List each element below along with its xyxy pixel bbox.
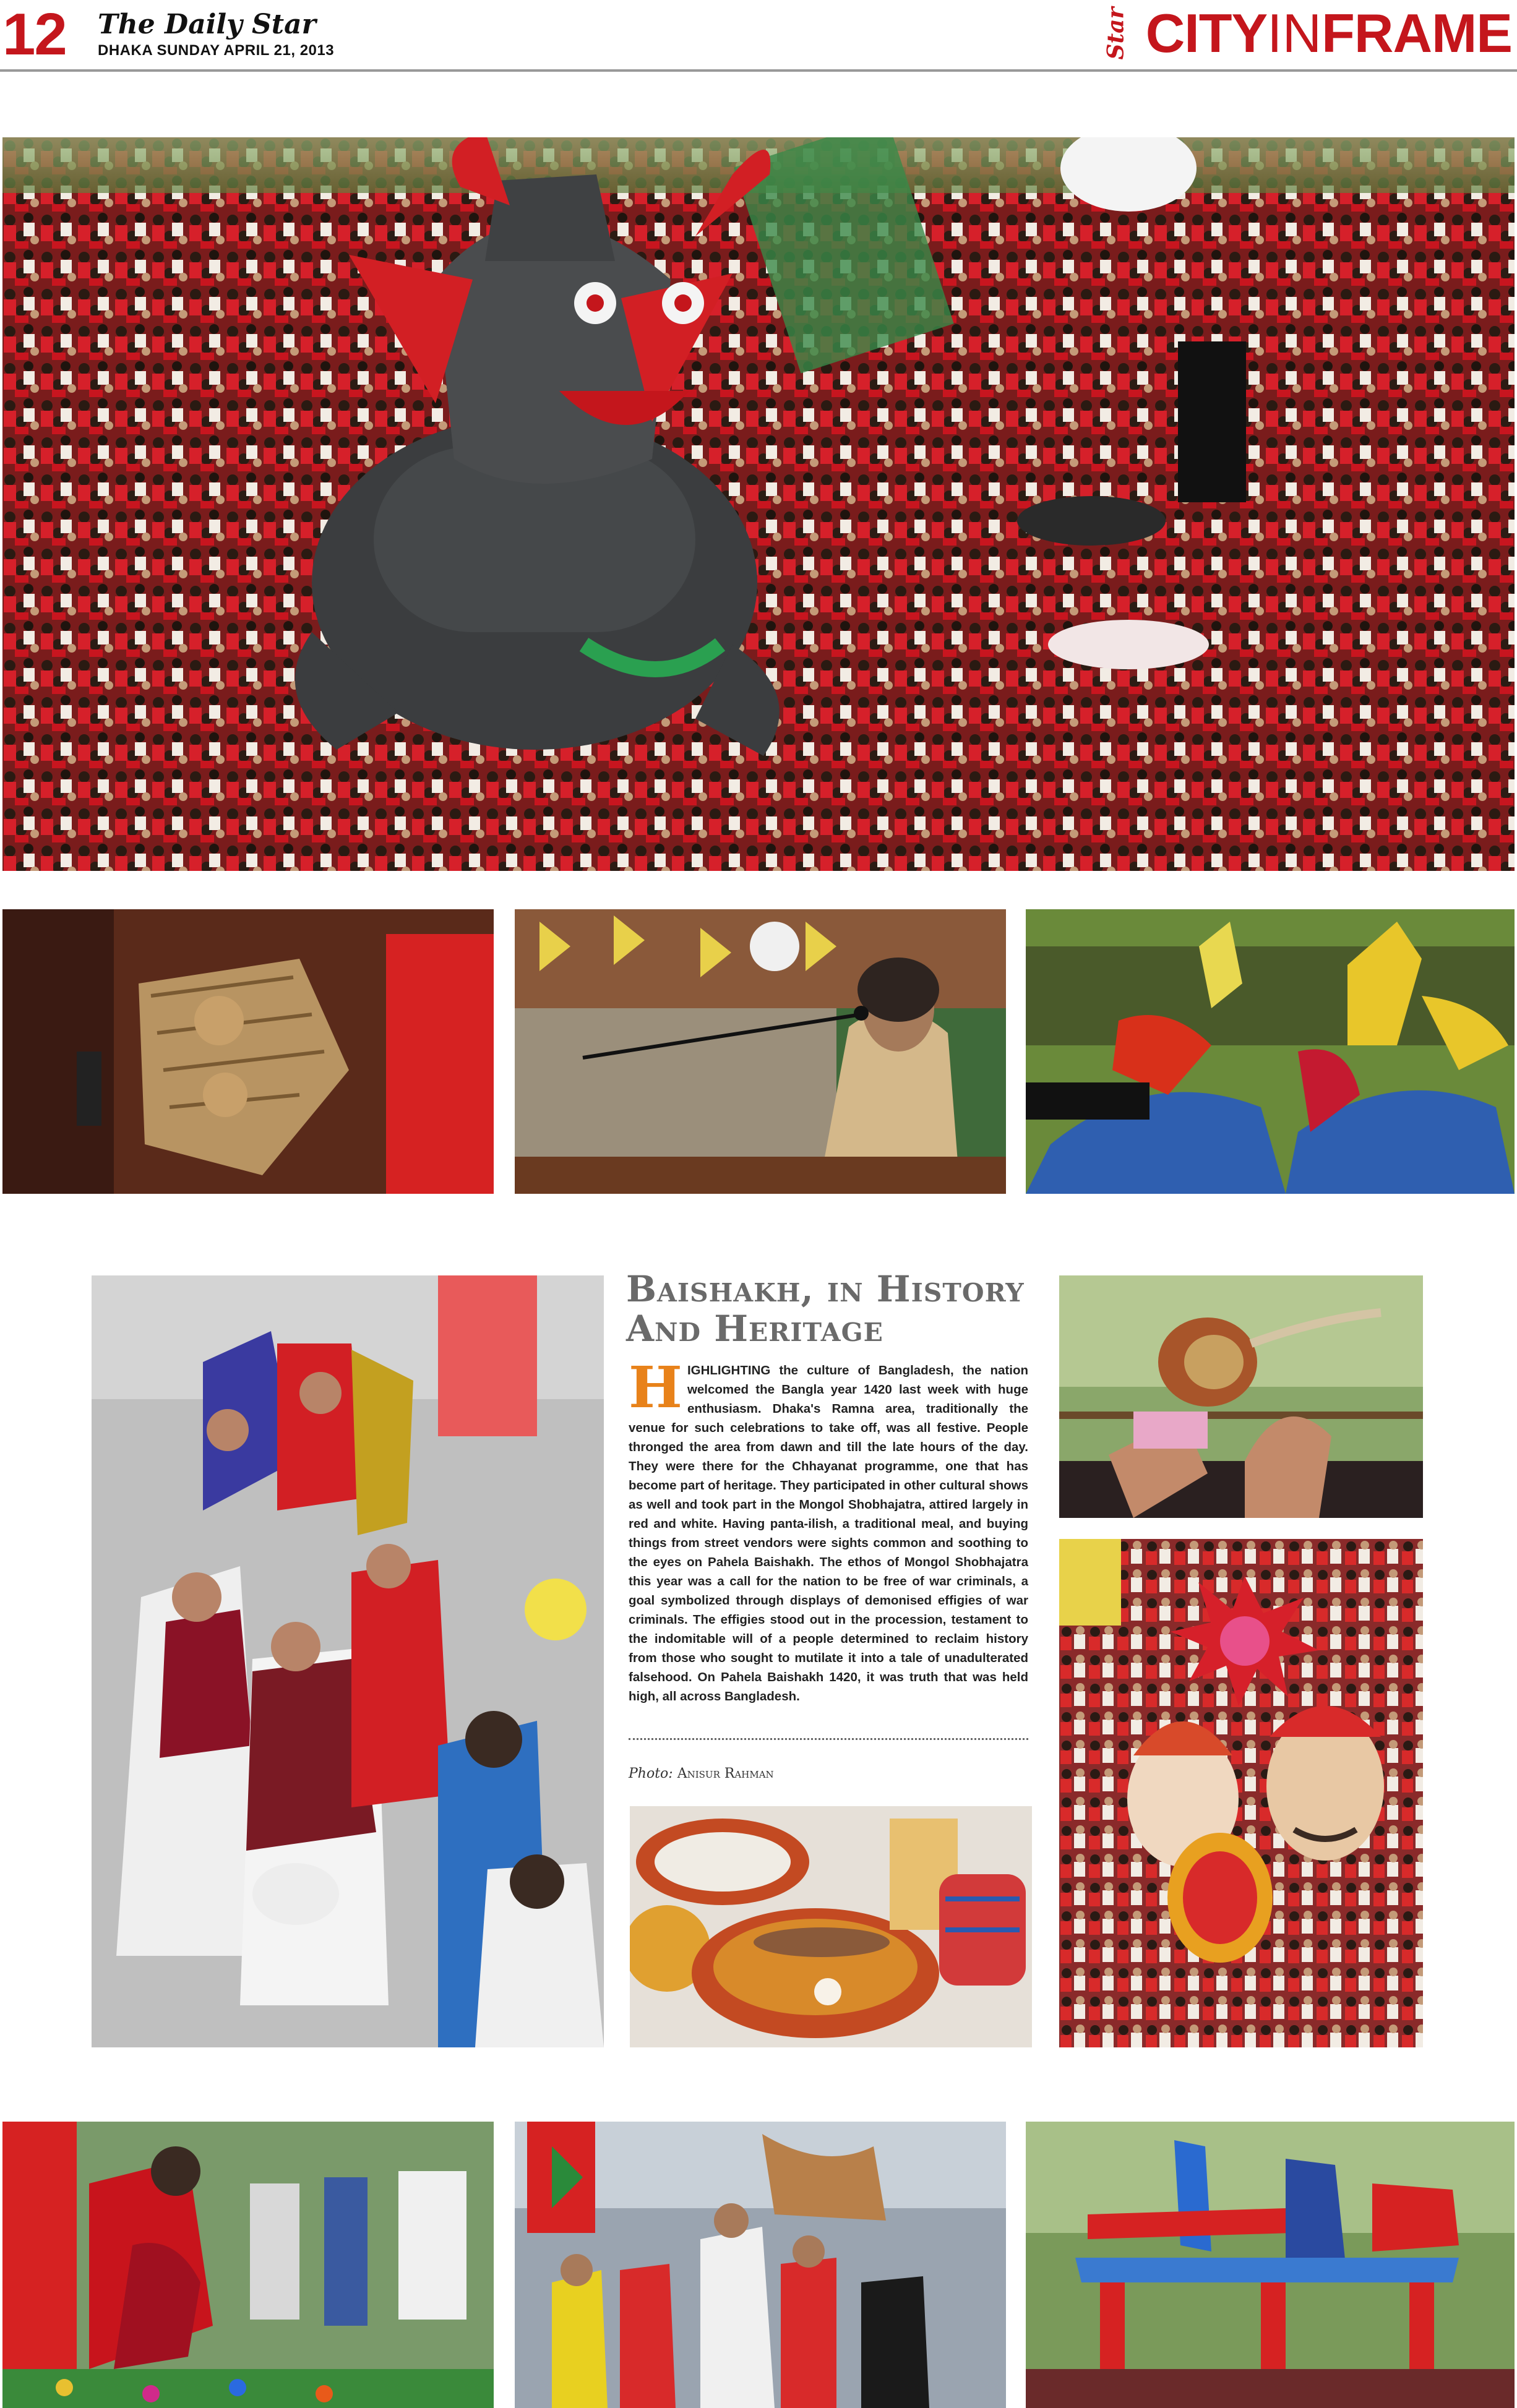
- headline-line-1: Baishakh, in History: [626, 1268, 1025, 1310]
- section-title-part3: FRAME: [1321, 2, 1512, 64]
- headline-line-2: And Heritage: [626, 1308, 883, 1350]
- photo-bamboo-crafts: [2, 909, 494, 1194]
- section-title-part2: IN: [1267, 2, 1322, 64]
- photo-women-flower-crowns: [92, 1275, 604, 2047]
- photo-credit: [629, 1766, 774, 1781]
- dateline: DHAKA SUNDAY APRIL 21, 2013: [98, 42, 335, 59]
- page-number: 12: [2, 1, 66, 67]
- photo-dhol-instrument: [1059, 1275, 1423, 1518]
- section-title: [1089, 2, 1512, 64]
- section-title-part1: CITY: [1145, 2, 1268, 64]
- article-body: [629, 1354, 1028, 1706]
- photo-credit-label: Photo:: [629, 1766, 673, 1781]
- dotted-divider: [629, 1738, 1028, 1740]
- section-badge: Star: [1102, 7, 1129, 60]
- header-rule: [0, 69, 1517, 72]
- drop-cap: H: [629, 1354, 682, 1421]
- photo-wooden-structure: [1026, 2122, 1515, 2408]
- article-headline: [626, 1269, 1034, 1348]
- photo-panta-ilish-meal: [630, 1806, 1032, 2047]
- photo-giant-masks: [1059, 1539, 1423, 2047]
- photo-bangle-vendors: [2, 2122, 494, 2408]
- masthead-logo: The Daily Star: [98, 9, 316, 40]
- article-body-text: IGHLIGHTING the culture of Bangladesh, the nation welcomed the Bangla year 1420 last week with huge enthusiasm. Dhaka's Ramna area, traditionally the venue for such celebrations to take off, was all festive. People thronged the area from dawn and till the late hours of the day. They were there for the Chhayanat programme, one that has become part of heritage. They participated in other cultural shows as well and took part in the Mongol Shobhajatra, attired largely in red and white. Having panta-ilish, a traditional meal, and buying things from street vendors were sights common and soothing to the eyes on Pahela Baishakh. The ethos of Mongol Shobhajatra this year was a call for the nation to be free of war criminals, a goal symbolized through displays of demonised effigies of war criminals. The effigies stood out in the procession, testament to the indomitable will of a people determined to reclaim history from those who sought to mutilate it into a tale of unadulterated falsehood. On Pahela Baishakh 1420, it was truth that was held high, all across Bangladesh.: [629, 1363, 1028, 1703]
- photo-folk-musicians: [515, 2122, 1006, 2408]
- photo-horse-effigies: [1026, 909, 1515, 1194]
- photo-credit-name: Anisur Rahman: [677, 1766, 774, 1781]
- photo-singer-harmonium: [515, 909, 1006, 1194]
- photo-effigy-crowd: [2, 137, 1515, 871]
